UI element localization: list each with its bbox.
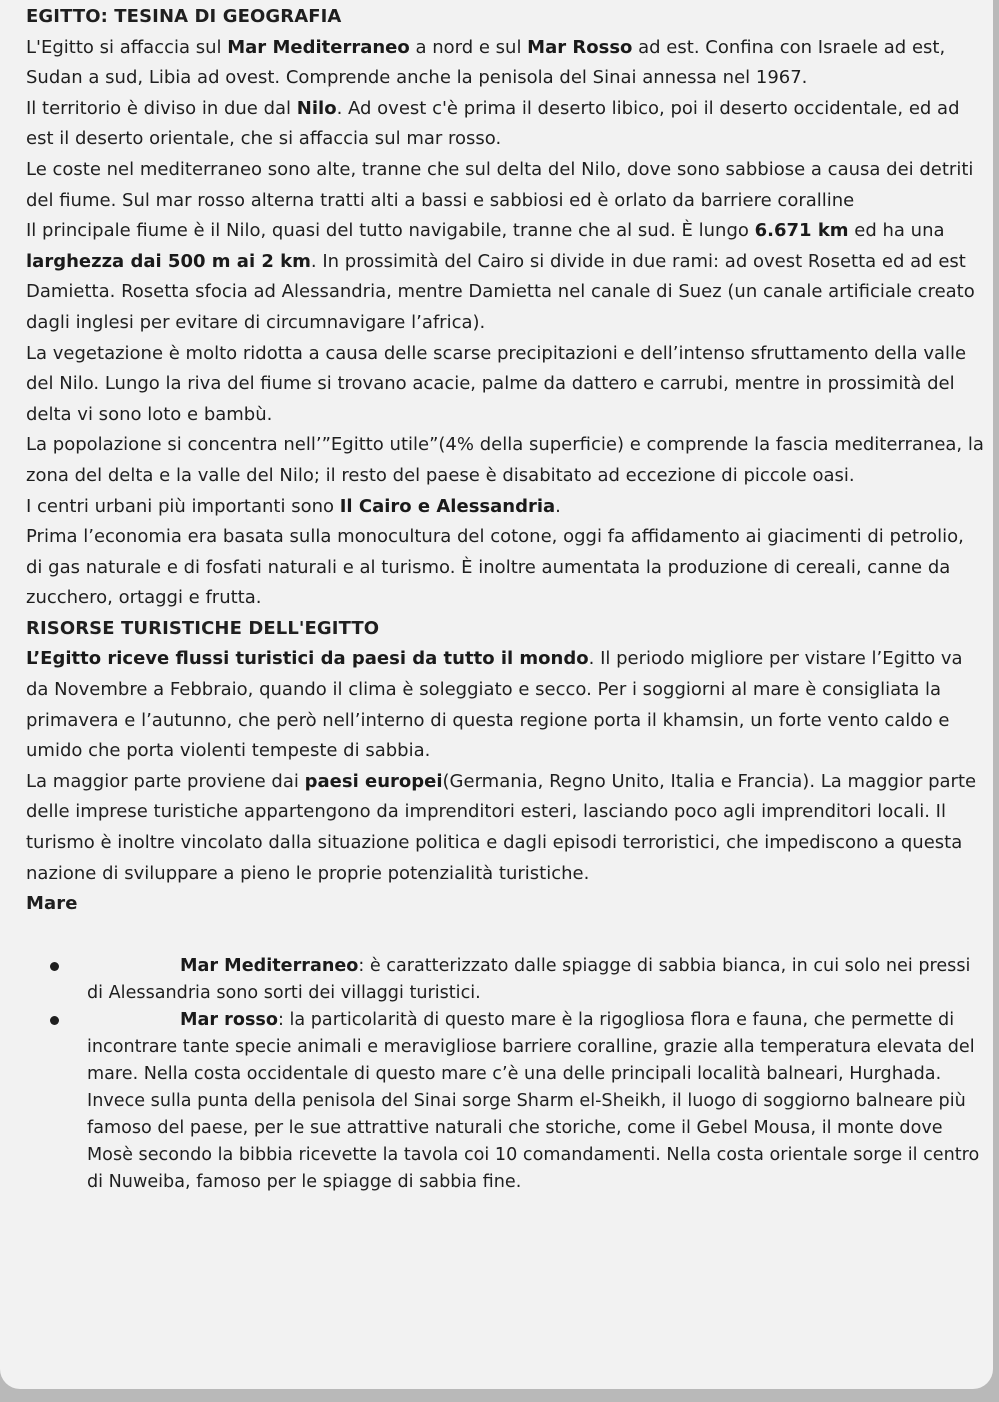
paragraph-economy: Prima l’economia era basata sulla monocultura del cotone, oggi fa affidamento ai giacimenti di petrolio, di gas naturale e di fosfati naturali e al turismo. È inoltre aumentata la produzione di cereali, canne da zucchero, ortaggi e frutta. [26,526,964,609]
bold-text: Mar Rosso [527,36,633,58]
text-span: : è caratterizzato dalle spiagge di sabbia bianca, in cui solo nei pressi di Alessandria sono sorti dei villaggi turistici. [87,955,971,1003]
bullet-icon [50,962,59,971]
paragraph-coasts: Le coste nel mediterraneo sono alte, tranne che sul delta del Nilo, dove sono sabbiose a causa dei detriti del fiume. Sul mar rosso alterna tratti alti a bassi e sabbiosi ed è orlato da barriere coralline [26,158,974,211]
text-span: . Ad ovest c'è prima il deserto libico, poi il deserto occidentale, ed ad est il deserto orientale, che si affaccia sul mar rosso. [26,97,960,150]
paragraph-population: La popolazione si concentra nell’”Egitto utile”(4% della superficie) e comprende la fascia mediterranea, la zona del delta e la valle del Nilo; il resto del paese è disabitato ad eccezione di piccole oasi. [26,434,984,486]
paragraph-cities [26,492,985,523]
bold-text: Mar Mediterraneo [227,36,410,58]
text-span: . Il periodo migliore per vistare l’Egitto va da Novembre a Febbraio, quando il clima è soleggiato e secco. Per i soggiorni al mare è consigliata la primavera e l’autunno, che però nell’interno di questa regione porta il khamsin, un forte vento caldo e umido che porta violenti tempeste di sabbia. [26,648,963,762]
bold-text: Il Cairo e Alessandria [339,495,556,517]
text-span: : la particolarità di questo mare è la rigogliosa flora e fauna, che permette di incontrare tante specie animali e meravigliose barriere coralline, grazie alla temperatura elevata del mare. Nella costa occidentale di questo mare c’è una delle principali località balneari, Hurghada. Invece sulla punta della penisola del Sinai sorge Sharm el-Sheikh, il luogo di soggiorno balneare più famoso del paese, per le sue attrattive naturali che storiche, come il Gebel Mousa, il monte dove Mosè secondo la bibbia ricevette la tavola coi 10 comandamenti. Nella costa orientale sorge il centro di Nuweiba, famoso per le spiagge di sabbia fine. [87,1009,980,1192]
paragraph-territory [26,94,985,155]
text-span: I centri urbani più importanti sono [26,495,340,517]
section-title-tourism: RISORSE TURISTICHE DELL'EGITTO [26,617,380,639]
list-item [26,953,985,1007]
paragraph-nile [26,216,985,338]
text-span: ad est. Confina con Israele ad est, Sudan a sud, Libia ad ovest. Comprende anche la penisola del Sinai annessa nel 1967. [26,36,946,89]
bold-text: Mar rosso [180,1009,278,1030]
paragraph-vegetation: La vegetazione è molto ridotta a causa delle scarse precipitazioni e dell’intenso sfruttamento della valle del Nilo. Lungo la riva del fiume si trovano acacie, palme da dattero e carrubi, mentre in prossimità del delta vi sono loto e bambù. [26,342,967,425]
bold-text: Mar Mediterraneo [180,955,359,976]
paragraph-geography [26,33,985,94]
bold-text: paesi europei [304,770,443,792]
text-span: (Germania, Regno Unito, Italia e Francia). La maggior parte delle imprese turistiche appartengono da imprenditori esteri, lasciando poco agli imprenditori locali. Il turismo è inoltre vincolato dalla situazione politica e dagli episodi terroristici, che impediscono a questa nazione di sviluppare a pieno le proprie potenzialità turistiche. [26,770,977,884]
subsection-title-mare: Mare [26,893,78,915]
text-span: a nord e sul [409,36,528,58]
text-span: Il territorio è diviso in due dal [26,97,297,119]
text-span: L'Egitto si affaccia sul [26,36,228,58]
seas-list [26,953,985,1196]
bold-text: L’Egitto riceve flussi turistici da paesi da tutto il mondo [26,648,589,670]
bold-text: 6.671 km [754,220,849,242]
text-span: . In prossimità del Cairo si divide in due rami: ad ovest Rosetta ed ad est Damietta. Rosetta sfocia ad Alessandria, mentre Damietta nel canale di Suez (un canale artificiale creato dagli inglesi per evitare di circumnavigare l’africa). [26,250,975,333]
paragraph-tourism-flows [26,644,985,766]
document-title: EGITTO: TESINA DI GEOGRAFIA [26,6,342,27]
bullet-icon [50,1016,59,1025]
list-item [26,1007,985,1196]
paragraph-tourism-origin [26,767,985,889]
text-span: Il principale fiume è il Nilo, quasi del tutto navigabile, tranne che al sud. È lungo [26,220,755,242]
bold-text: larghezza dai 500 m ai 2 km [26,250,311,272]
text-span: . [555,495,561,517]
bold-text: Nilo [296,97,337,119]
text-span: ed ha una [848,220,945,242]
text-span: La maggior parte proviene dai [26,770,305,792]
